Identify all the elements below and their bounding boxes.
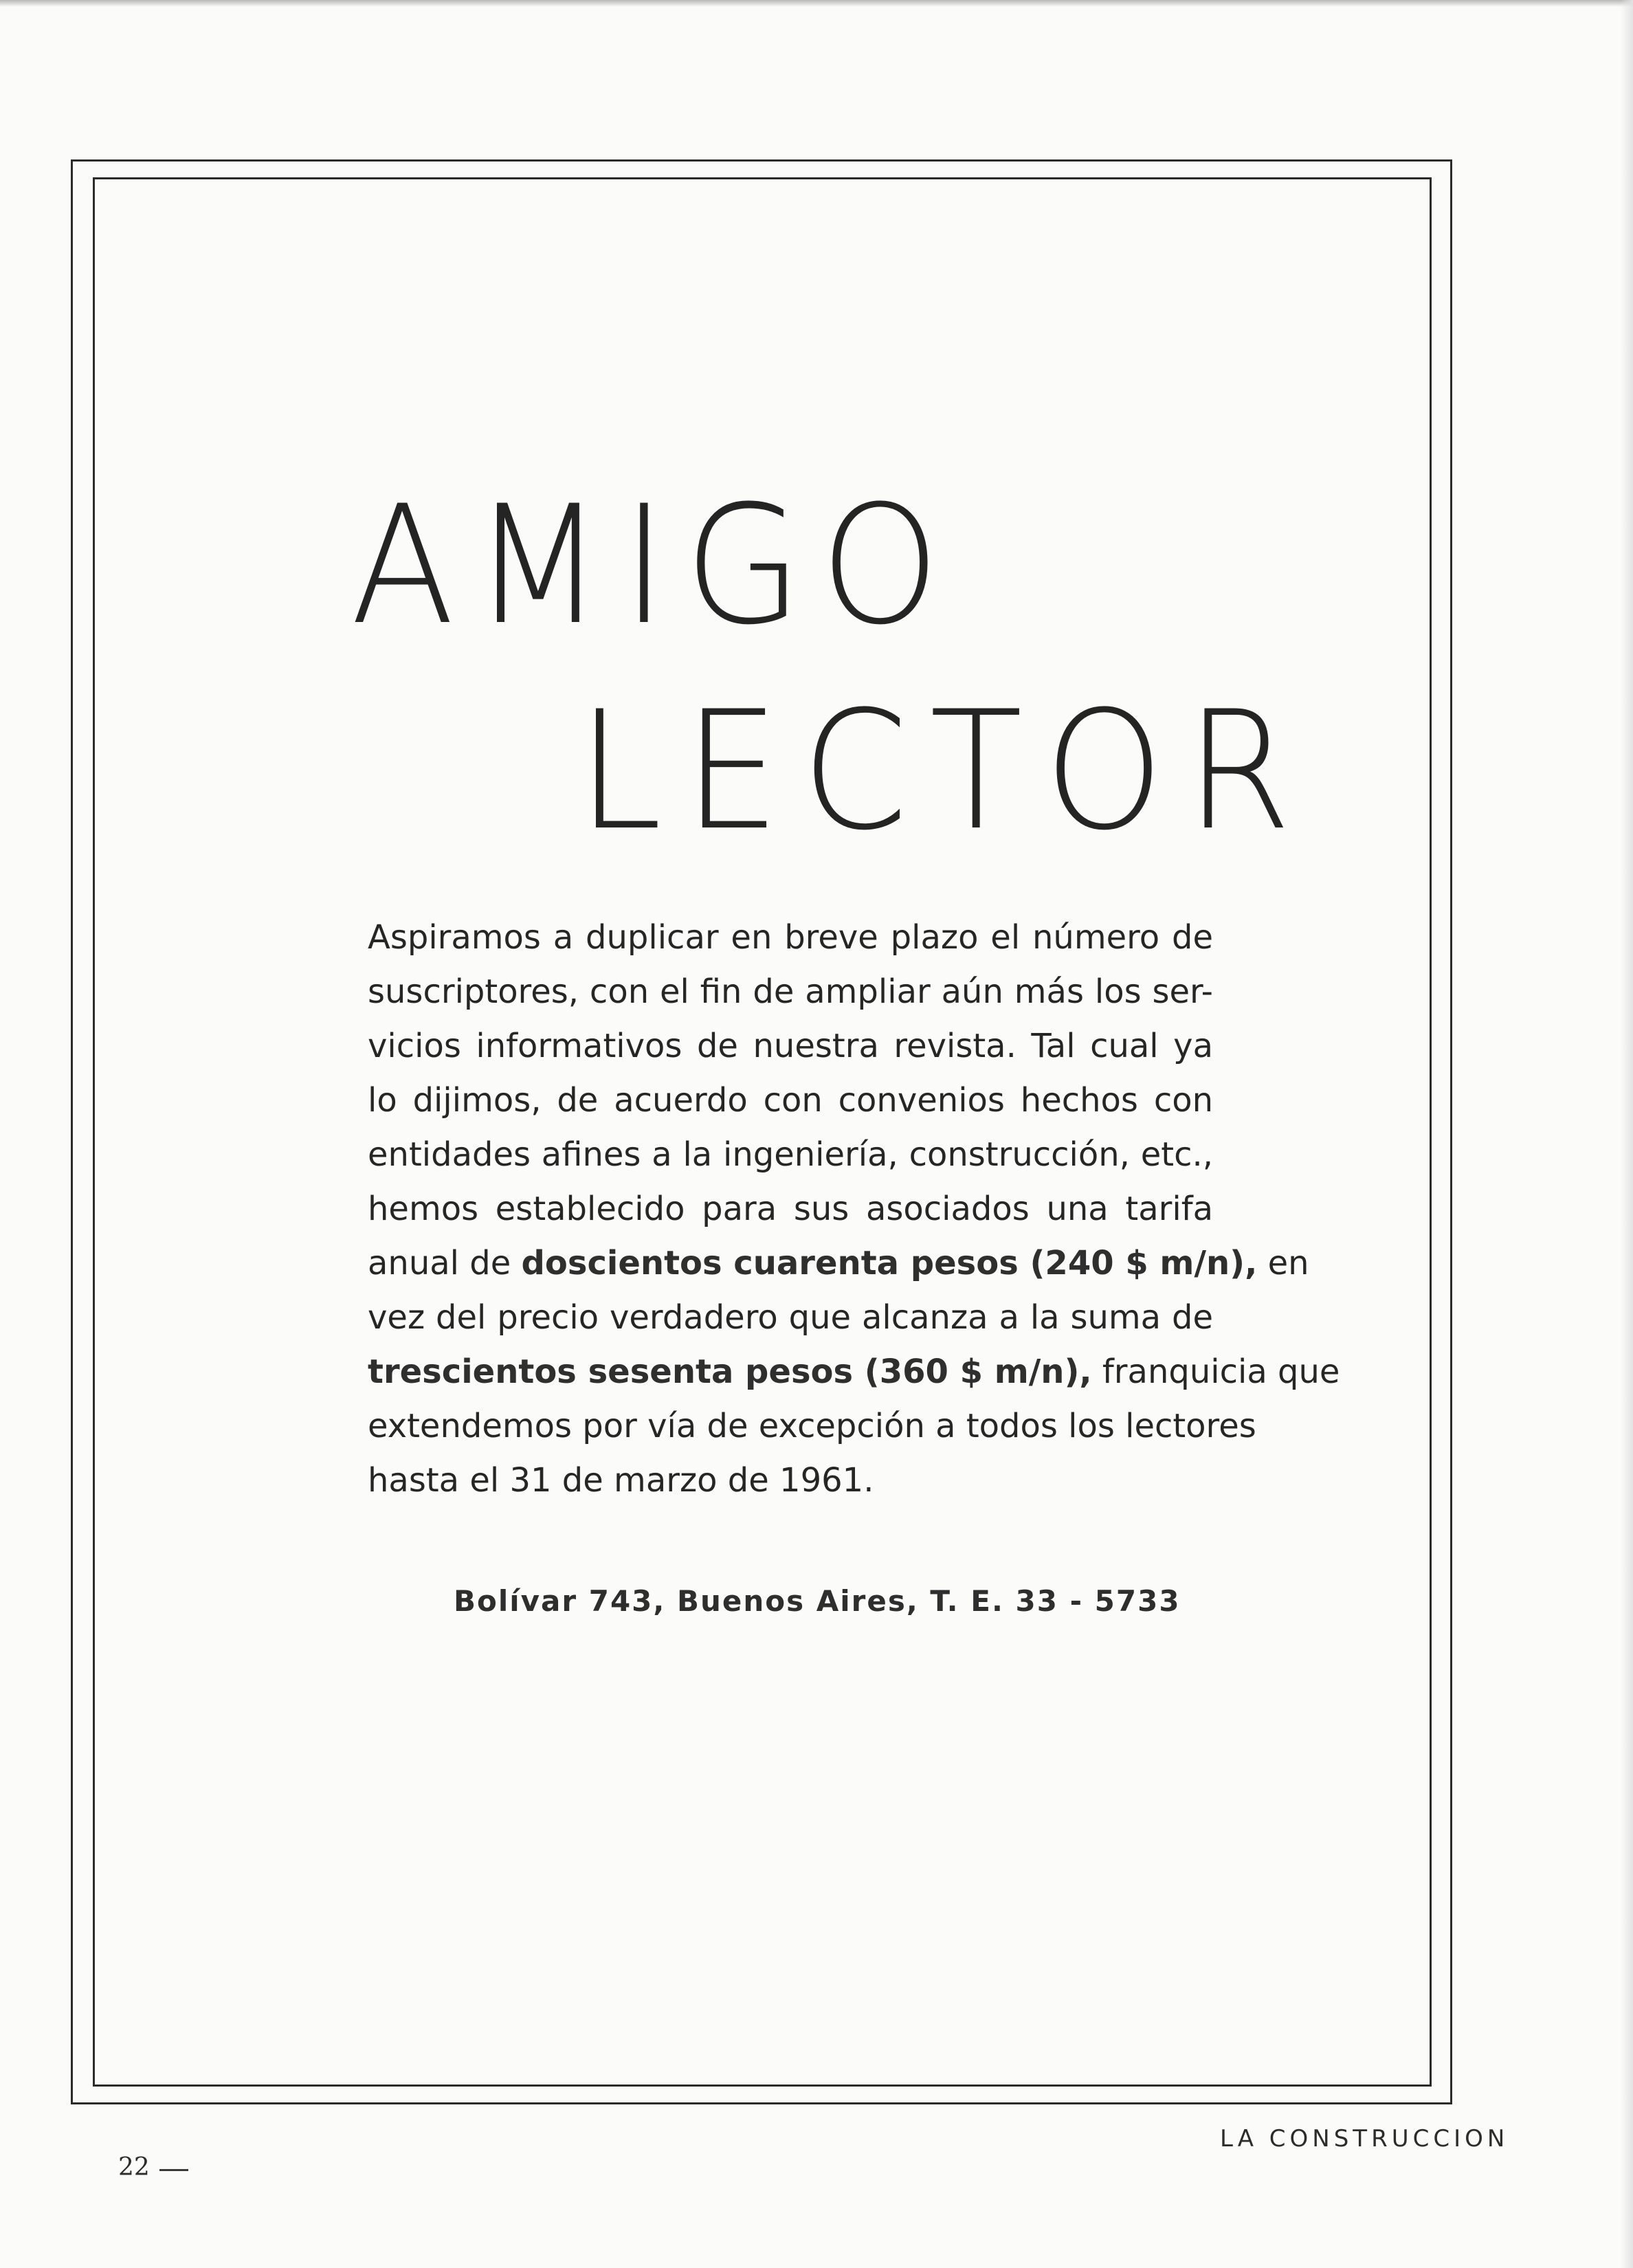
headline-amigo: AMIGO <box>351 471 958 661</box>
page-number-dash <box>159 2169 188 2171</box>
paragraph-line: suscriptores, con el fin de ampliar aún más los ser- <box>368 972 1213 1011</box>
page-number: 22 <box>118 2153 150 2181</box>
member-rate-prefix: anual de <box>368 1244 511 1282</box>
member-rate-suffix: en <box>1267 1244 1309 1282</box>
paragraph-line: extendemos por vía de excepción a todos los lectores <box>368 1407 1256 1445</box>
contact-address: Bolívar 743, Buenos Aires, T. E. 33 - 5733 <box>454 1584 1181 1618</box>
paragraph-line-member-rate <box>368 1236 1309 1291</box>
magazine-running-title: LA CONSTRUCCION <box>1220 2125 1509 2153</box>
announcement-paragraph <box>368 911 1340 1508</box>
scan-top-edge <box>0 0 1633 7</box>
scan-right-edge <box>1621 0 1633 2268</box>
regular-price-amount: trescientos sesenta pesos (360 $ m/n), <box>368 1353 1092 1391</box>
paragraph-line: entidades afines a la ingeniería, construcción, etc., <box>368 1135 1213 1174</box>
paragraph-line: Aspiramos a duplicar en breve plazo el número de <box>368 918 1213 957</box>
paragraph-line: lo dijimos, de acuerdo con convenios hechos con <box>368 1081 1213 1120</box>
regular-price-suffix: franquicia que <box>1102 1353 1340 1391</box>
paragraph-line: vicios informativos de nuestra revista. Tal cual ya <box>368 1027 1213 1065</box>
member-rate-amount: doscientos cuarenta pesos (240 $ m/n), <box>521 1244 1258 1282</box>
paragraph-line: hemos establecido para sus asociados una tarifa <box>368 1190 1213 1228</box>
paragraph-line: vez del precio verdadero que alcanza a la suma de <box>368 1298 1213 1337</box>
headline-lector: LECTOR <box>577 676 1313 867</box>
paragraph-line-last: hasta el 31 de marzo de 1961. <box>368 1461 874 1500</box>
paragraph-line-regular-price <box>368 1345 1340 1399</box>
